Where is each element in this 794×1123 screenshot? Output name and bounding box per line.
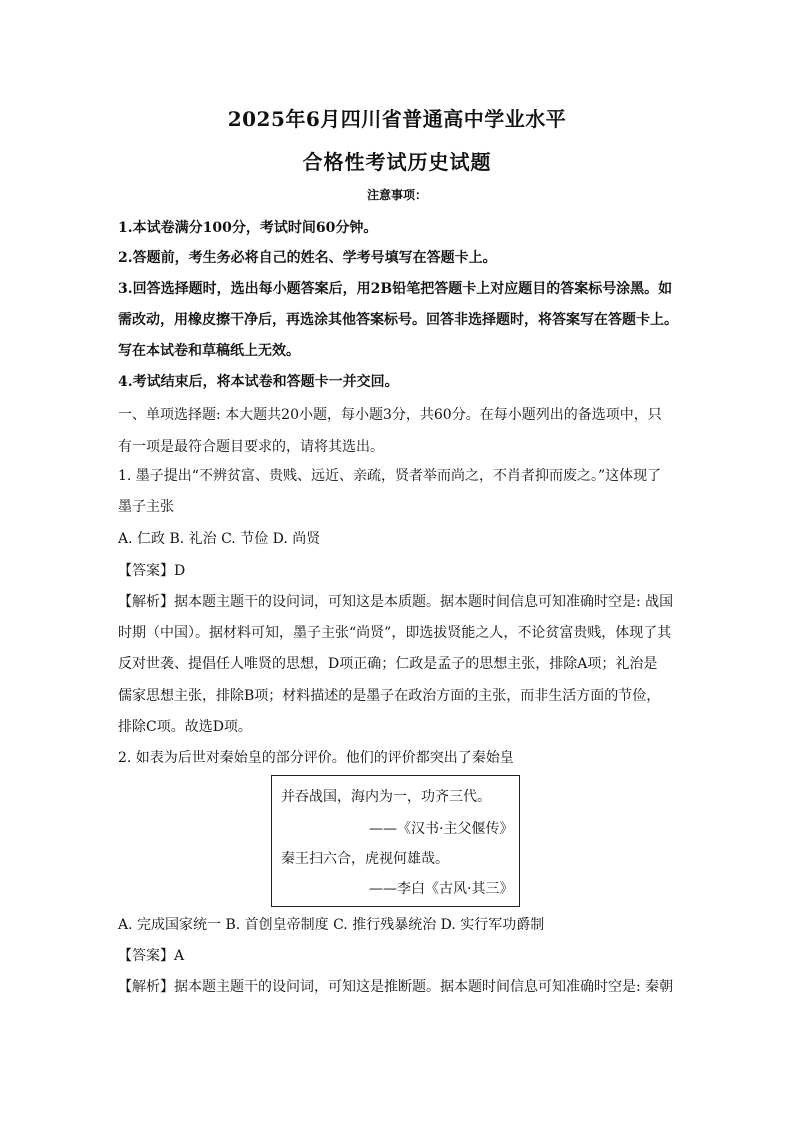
question-2-options: A. 完成国家统一 B. 首创皇帝制度 C. 推行残暴统治 D. 实行军功爵制 bbox=[118, 917, 545, 933]
quote-2-text: 秦王扫六合，虎视何雄哉。 bbox=[281, 851, 449, 867]
notice-item-3c: 写在本试卷和草稿纸上无效。 bbox=[118, 343, 300, 359]
exam-title-line-2: 合格性考试历史试题 bbox=[302, 150, 492, 174]
question-1-analysis-2: 时期（中国）。据材料可知，墨子主张“尚贤”，即选拔贤能之人，不论贫富贵贱，体现了其 bbox=[118, 625, 672, 641]
notice-heading: 注意事项： bbox=[366, 188, 427, 202]
question-1-stem-2: 墨子主张 bbox=[118, 499, 174, 515]
quote-2-source: ——李白《古风·其三》 bbox=[369, 881, 514, 897]
quote-1-source: ——《汉书·主父偃传》 bbox=[369, 821, 514, 837]
question-1-options: A. 仁政 B. 礼治 C. 节俭 D. 尚贤 bbox=[118, 531, 321, 547]
notice-item-3b: 需改动，用橡皮擦干净后，再选涂其他答案标号。回答非选择题时，将答案写在答题卡上。 bbox=[118, 312, 678, 328]
notice-item-1: 1.本试卷满分100分，考试时间60分钟。 bbox=[118, 220, 378, 236]
question-2-answer: 【答案】A bbox=[118, 948, 185, 964]
section-instruction-2: 有一项是最符合题目要求的，请将其选出。 bbox=[118, 439, 384, 455]
quote-1-text: 并吞战国，海内为一，功齐三代。 bbox=[281, 789, 491, 805]
notice-item-4: 4.考试结束后，将本试卷和答题卡一并交回。 bbox=[118, 374, 399, 390]
question-1-analysis-3: 反对世袭、提倡任人唯贤的思想，D项正确；仁政是孟子的思想主张，排除A项；礼治是 bbox=[118, 656, 658, 672]
question-1-analysis-1: 【解析】据本题主题干的设问词，可知这是本质题。据本题时间信息可知准确时空是: 战国 bbox=[118, 594, 674, 610]
question-1-analysis-5: 排除C项。故选D项。 bbox=[118, 719, 252, 735]
question-2-stem: 2. 如表为后世对秦始皇的部分评价。他们的评价都突出了秦始皇 bbox=[118, 750, 514, 766]
question-2-analysis-1: 【解析】据本题主题干的设问词，可知这是推断题。据本题时间信息可知准确时空是: 秦朝 bbox=[118, 979, 674, 995]
question-1-analysis-4: 儒家思想主张，排除B项；材料描述的是墨子在政治方面的主张，而非生活方面的节俭， bbox=[118, 688, 661, 704]
section-instruction-1: 一、单项选择题: 本大题共20小题，每小题3分，共60分。在每小题列出的备选项中，只 bbox=[118, 407, 662, 423]
exam-title-line-1: 2025年6月四川省普通高中学业水平 bbox=[227, 107, 567, 131]
quote-table bbox=[271, 775, 520, 907]
notice-item-2: 2.答题前，考生务必将自己的姓名、学考号填写在答题卡上。 bbox=[118, 250, 497, 266]
question-1-answer: 【答案】D bbox=[118, 563, 186, 579]
notice-item-3a: 3.回答选择题时，选出每小题答案后，用2B铅笔把答题卡上对应题目的答案标号涂黑。如 bbox=[118, 281, 673, 297]
question-1-stem-1: 1. 墨子提出“不辨贫富、贵贱、远近、亲疏，贤者举而尚之，不肖者抑而废之。”这体现了 bbox=[118, 468, 662, 484]
